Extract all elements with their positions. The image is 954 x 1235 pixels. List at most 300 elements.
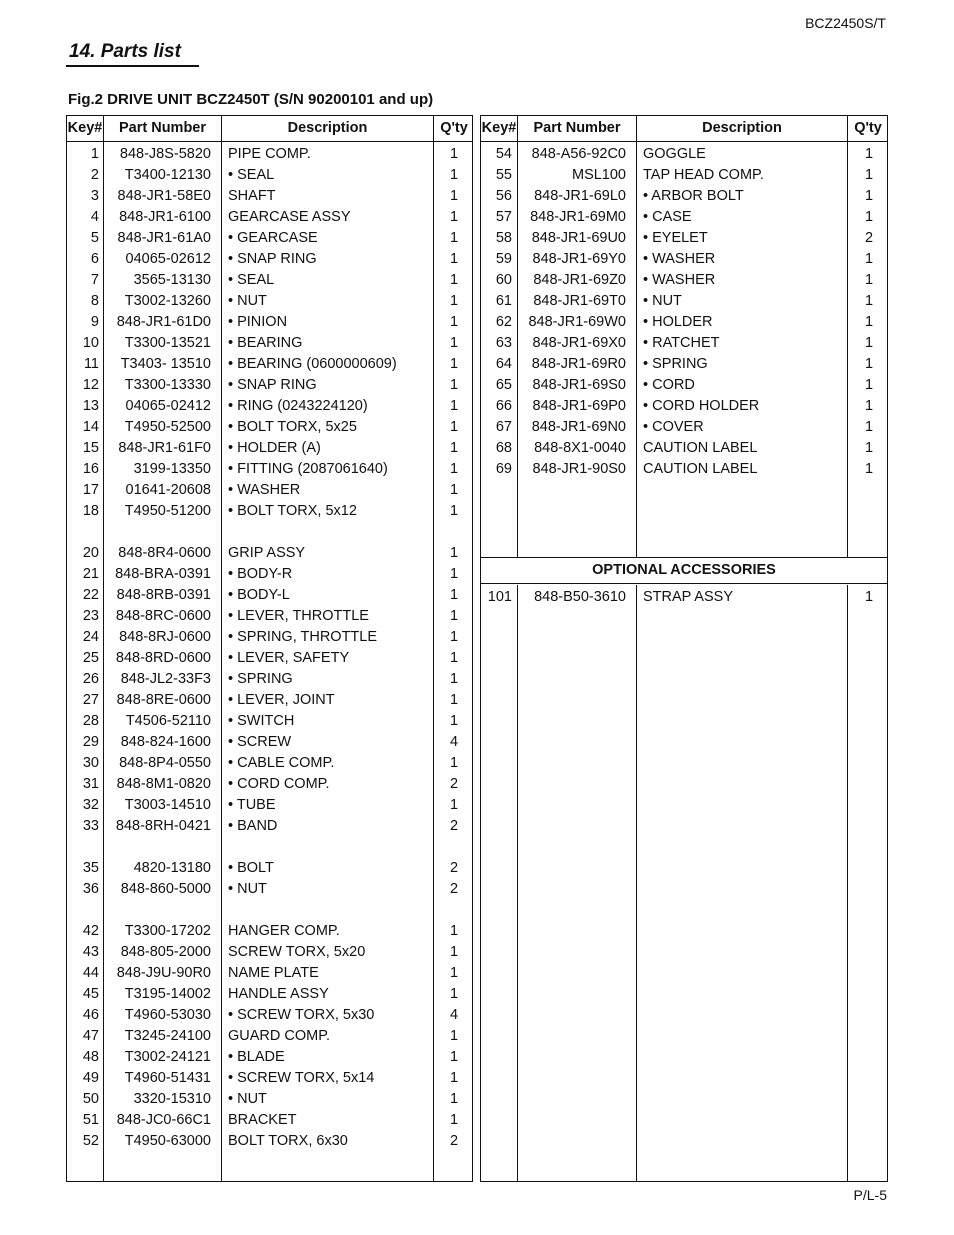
row-description: • WASHER: [643, 251, 716, 267]
row-qty: 1: [449, 398, 459, 414]
table-row: [67, 648, 472, 669]
row-part-number: 848-J8S-5820: [119, 146, 211, 162]
row-qty: 1: [449, 440, 459, 456]
row-part-number: 848-8RH-0421: [115, 818, 211, 834]
table-row: [481, 375, 887, 396]
row-qty: 1: [864, 398, 874, 414]
table-row: [67, 480, 472, 501]
table-row: [67, 606, 472, 627]
table-row: [67, 375, 472, 396]
row-key: 13: [82, 398, 99, 414]
row-part-number: T3002-13260: [124, 293, 211, 309]
table-row: [67, 816, 472, 837]
table-row: [481, 417, 887, 438]
row-description: • CABLE COMP.: [228, 755, 335, 771]
row-part-number: 848-8RD-0600: [115, 650, 211, 666]
table-row: [67, 1089, 472, 1110]
row-description: • BLADE: [228, 1049, 285, 1065]
row-key: 55: [495, 167, 512, 183]
row-qty: 1: [449, 986, 459, 1002]
row-key: 42: [82, 923, 99, 939]
row-key: 36: [82, 881, 99, 897]
row-description: • LEVER, SAFETY: [228, 650, 350, 666]
table-row: [67, 1131, 472, 1152]
row-key: 7: [90, 272, 99, 288]
row-qty: 1: [449, 293, 459, 309]
row-key: 56: [495, 188, 512, 204]
row-key: 31: [82, 776, 99, 792]
row-key: 52: [82, 1133, 99, 1149]
row-key: 10: [82, 335, 99, 351]
row-qty: 1: [864, 440, 874, 456]
page-number: P/L-5: [853, 1187, 887, 1203]
rows-optional: [481, 587, 887, 608]
table-row: [481, 270, 887, 291]
row-description: • SCREW TORX, 5x30: [228, 1007, 375, 1023]
row-qty: 1: [449, 188, 459, 204]
row-qty: 2: [449, 818, 459, 834]
row-qty: 1: [449, 1070, 459, 1086]
row-description: • EYELET: [643, 230, 708, 246]
row-qty: 1: [449, 377, 459, 393]
row-key: 69: [495, 461, 512, 477]
row-description: • BODY-L: [228, 587, 290, 603]
row-part-number: T3403- 13510: [120, 356, 211, 372]
table-row: [67, 417, 472, 438]
row-part-number: T4506-52110: [125, 713, 211, 729]
table-row: [67, 921, 472, 942]
section-title: 14. Parts list: [69, 41, 181, 62]
table-row: [67, 501, 472, 522]
table-row: [67, 270, 472, 291]
row-description: • FITTING (2087061640): [228, 461, 388, 477]
row-key: 8: [90, 293, 99, 309]
row-part-number: T4950-51200: [124, 503, 211, 519]
row-qty: 1: [449, 671, 459, 687]
row-description: • WASHER: [643, 272, 716, 288]
row-description: • CORD HOLDER: [643, 398, 760, 414]
row-key: 6: [90, 251, 99, 267]
row-key: 57: [495, 209, 512, 225]
row-key: 26: [82, 671, 99, 687]
row-key: 11: [83, 356, 99, 372]
row-part-number: T3300-13330: [124, 377, 211, 393]
row-qty: 1: [449, 923, 459, 939]
table-row: [481, 438, 887, 459]
row-key: 43: [82, 944, 99, 960]
row-part-number: T3003-14510: [124, 797, 211, 813]
row-description: • BAND: [228, 818, 278, 834]
row-key: 18: [82, 503, 99, 519]
row-key: 49: [82, 1070, 99, 1086]
row-description: CAUTION LABEL: [643, 440, 758, 456]
row-qty: 1: [449, 209, 459, 225]
row-description: • CORD COMP.: [228, 776, 330, 792]
row-description: • SNAP RING: [228, 251, 317, 267]
row-qty: 2: [864, 230, 874, 246]
row-description: • WASHER: [228, 482, 301, 498]
header-description: Description: [702, 120, 782, 136]
row-description: NAME PLATE: [228, 965, 319, 981]
row-qty: 1: [449, 692, 459, 708]
row-qty: 1: [864, 356, 874, 372]
row-key: 66: [495, 398, 512, 414]
row-description: • SEAL: [228, 272, 275, 288]
table-row: [481, 228, 887, 249]
row-part-number: 3320-15310: [133, 1091, 211, 1107]
row-key: 14: [82, 419, 99, 435]
row-description: • SWITCH: [228, 713, 295, 729]
table-row: [67, 837, 472, 858]
row-qty: 1: [864, 293, 874, 309]
row-key: 33: [82, 818, 99, 834]
table-row: [67, 165, 472, 186]
row-part-number: 848-JR1-69N0: [531, 419, 626, 435]
row-qty: 1: [864, 314, 874, 330]
table-row: [481, 396, 887, 417]
row-description: GUARD COMP.: [228, 1028, 331, 1044]
row-qty: 1: [449, 503, 459, 519]
row-part-number: 848-824-1600: [120, 734, 211, 750]
row-part-number: 848-8RE-0600: [116, 692, 211, 708]
table-row: [67, 732, 472, 753]
row-qty: 1: [449, 587, 459, 603]
row-part-number: 848-JR1-6100: [119, 209, 211, 225]
row-description: GOGGLE: [643, 146, 706, 162]
row-key: 54: [495, 146, 512, 162]
row-part-number: T3002-24121: [124, 1049, 211, 1065]
table-row: [67, 1110, 472, 1131]
row-key: 30: [82, 755, 99, 771]
row-description: • ARBOR BOLT: [643, 188, 744, 204]
table-row: [67, 291, 472, 312]
row-qty: 1: [449, 650, 459, 666]
row-description: • SPRING: [643, 356, 708, 372]
row-qty: 1: [449, 1112, 459, 1128]
row-key: 9: [90, 314, 99, 330]
row-qty: 1: [449, 1091, 459, 1107]
row-description: • LEVER, JOINT: [228, 692, 335, 708]
column-divider: [517, 585, 518, 1181]
row-description: • CORD: [643, 377, 695, 393]
row-qty: 1: [449, 1028, 459, 1044]
row-part-number: 01641-20608: [125, 482, 211, 498]
table-row: [67, 1047, 472, 1068]
row-description: BOLT TORX, 6x30: [228, 1133, 348, 1149]
row-part-number: T3300-13521: [124, 335, 211, 351]
row-key: 47: [82, 1028, 99, 1044]
row-qty: 1: [864, 335, 874, 351]
table-row: [67, 795, 472, 816]
row-part-number: 848-BRA-0391: [115, 566, 211, 582]
row-qty: 1: [449, 965, 459, 981]
header-description: Description: [287, 120, 368, 136]
row-key: 51: [82, 1112, 99, 1128]
row-qty: 1: [864, 188, 874, 204]
row-description: BRACKET: [228, 1112, 297, 1128]
table-row: [67, 1068, 472, 1089]
table-row: [67, 396, 472, 417]
row-part-number: T4960-51431: [124, 1070, 211, 1086]
header-part-number: Part Number: [118, 120, 207, 136]
table-row: [481, 333, 887, 354]
rows-left: [67, 144, 472, 1152]
row-part-number: 848-8R4-0600: [118, 545, 211, 561]
row-description: • HOLDER: [643, 314, 713, 330]
row-qty: 1: [864, 146, 874, 162]
table-row: [67, 711, 472, 732]
row-part-number: 848-A56-92C0: [531, 146, 626, 162]
row-key: 24: [82, 629, 99, 645]
header-key: Key#: [481, 120, 517, 136]
table-row: [67, 564, 472, 585]
table-row: [67, 207, 472, 228]
header-divider: [67, 141, 472, 142]
row-description: • RING (0243224120): [228, 398, 368, 414]
row-part-number: 848-JR1-69R0: [531, 356, 626, 372]
row-description: • COVER: [643, 419, 704, 435]
table-row: [67, 438, 472, 459]
row-description: • BEARING (0600000609): [228, 356, 397, 372]
table-row: [67, 312, 472, 333]
row-part-number: 848-JR1-69T0: [533, 293, 626, 309]
row-part-number: 848-JR1-69L0: [534, 188, 626, 204]
table-row: [481, 165, 887, 186]
row-qty: 1: [449, 272, 459, 288]
row-qty: 1: [864, 461, 874, 477]
row-key: 58: [495, 230, 512, 246]
row-qty: 2: [449, 860, 459, 876]
row-qty: 1: [449, 755, 459, 771]
row-part-number: T4950-52500: [124, 419, 211, 435]
row-description: HANGER COMP.: [228, 923, 340, 939]
table-row: [481, 459, 887, 480]
row-part-number: 848-JR1-69M0: [530, 209, 626, 225]
row-qty: 1: [449, 797, 459, 813]
table-row: [481, 354, 887, 375]
row-qty: 1: [449, 566, 459, 582]
row-part-number: 848-JR1-61D0: [116, 314, 211, 330]
row-qty: 1: [449, 713, 459, 729]
row-key: 46: [82, 1007, 99, 1023]
row-qty: 1: [449, 146, 459, 162]
row-description: • NUT: [228, 881, 267, 897]
row-description: • NUT: [643, 293, 682, 309]
row-key: 17: [82, 482, 99, 498]
row-description: • SCREW: [228, 734, 292, 750]
row-key: 16: [82, 461, 99, 477]
table-row: [481, 249, 887, 270]
table-row: [67, 942, 472, 963]
table-row: [481, 186, 887, 207]
row-key: 101: [487, 589, 512, 605]
row-part-number: 848-8RB-0391: [116, 587, 211, 603]
row-key: 65: [495, 377, 512, 393]
row-qty: 1: [449, 356, 459, 372]
table-row: [67, 753, 472, 774]
row-qty: 1: [864, 272, 874, 288]
row-key: 48: [82, 1049, 99, 1065]
row-qty: 1: [449, 419, 459, 435]
row-qty: 1: [449, 545, 459, 561]
row-part-number: 848-8RJ-0600: [119, 629, 211, 645]
row-key: 68: [495, 440, 512, 456]
row-description: • NUT: [228, 293, 267, 309]
row-qty: 1: [449, 167, 459, 183]
table-row: [67, 186, 472, 207]
row-part-number: 848-8X1-0040: [534, 440, 626, 456]
row-qty: 1: [864, 251, 874, 267]
row-part-number: T3300-17202: [124, 923, 211, 939]
row-description: • BEARING: [228, 335, 303, 351]
row-description: • BOLT TORX, 5x25: [228, 419, 357, 435]
table-row: [67, 900, 472, 921]
table-row: [67, 963, 472, 984]
row-key: 35: [82, 860, 99, 876]
row-part-number: 848-JR1-69W0: [528, 314, 626, 330]
row-qty: 1: [864, 209, 874, 225]
row-part-number: 848-JR1-69U0: [531, 230, 626, 246]
row-qty: 4: [449, 1007, 459, 1023]
table-row: [67, 228, 472, 249]
row-key: 60: [495, 272, 512, 288]
row-description: • HOLDER (A): [228, 440, 321, 456]
row-part-number: 848-JL2-33F3: [120, 671, 211, 687]
row-key: 64: [495, 356, 512, 372]
row-description: SCREW TORX, 5x20: [228, 944, 366, 960]
row-part-number: 848-JR1-69Y0: [532, 251, 626, 267]
row-part-number: 848-B50-3610: [534, 589, 626, 605]
row-key: 62: [495, 314, 512, 330]
row-qty: 1: [449, 461, 459, 477]
row-key: 63: [495, 335, 512, 351]
row-part-number: 4820-13180: [133, 860, 211, 876]
row-part-number: 848-J9U-90R0: [116, 965, 211, 981]
row-part-number: 848-JR1-90S0: [532, 461, 626, 477]
row-key: 15: [82, 440, 99, 456]
row-description: • LEVER, THROTTLE: [228, 608, 369, 624]
row-part-number: 848-JR1-69X0: [532, 335, 626, 351]
row-qty: 1: [864, 167, 874, 183]
row-key: 5: [90, 230, 99, 246]
row-part-number: 848-JR1-69P0: [532, 398, 626, 414]
table-row: [67, 144, 472, 165]
row-qty: 1: [449, 944, 459, 960]
table-row: [67, 984, 472, 1005]
optional-bottom-rule: [481, 583, 887, 584]
row-key: 3: [90, 188, 99, 204]
header-part-number: Part Number: [533, 120, 621, 136]
row-part-number: 848-JR1-69S0: [532, 377, 626, 393]
header-key: Key#: [67, 120, 103, 136]
column-divider: [636, 585, 637, 1181]
row-qty: 2: [449, 1133, 459, 1149]
row-part-number: 848-JR1-61A0: [117, 230, 211, 246]
row-description: • BOLT TORX, 5x12: [228, 503, 357, 519]
row-description: TAP HEAD COMP.: [643, 167, 764, 183]
row-part-number: T3195-14002: [124, 986, 211, 1002]
column-divider: [847, 585, 848, 1181]
row-key: 44: [82, 965, 99, 981]
row-part-number: MSL100: [571, 167, 626, 183]
row-qty: 1: [449, 482, 459, 498]
row-key: 22: [82, 587, 99, 603]
table-row: [67, 543, 472, 564]
row-qty: 1: [449, 335, 459, 351]
rows-right: [481, 144, 887, 480]
row-key: 20: [82, 545, 99, 561]
row-description: • RATCHET: [643, 335, 720, 351]
table-row: [67, 858, 472, 879]
header-qty: Q'ty: [440, 120, 468, 136]
row-part-number: 848-8RC-0600: [115, 608, 211, 624]
row-key: 45: [82, 986, 99, 1002]
row-key: 12: [82, 377, 99, 393]
row-description: GEARCASE ASSY: [228, 209, 351, 225]
row-part-number: 848-JR1-61F0: [118, 440, 211, 456]
row-part-number: 04065-02412: [125, 398, 211, 414]
row-description: • SPRING, THROTTLE: [228, 629, 378, 645]
table-row: [67, 354, 472, 375]
table-row: [481, 587, 887, 608]
row-qty: 1: [864, 377, 874, 393]
row-part-number: 848-JR1-58E0: [117, 188, 211, 204]
row-qty: 1: [864, 589, 874, 605]
table-row: [67, 249, 472, 270]
table-row: [67, 690, 472, 711]
header-qty: Q'ty: [854, 120, 882, 136]
row-part-number: 04065-02612: [125, 251, 211, 267]
row-description: • GEARCASE: [228, 230, 318, 246]
row-part-number: 848-JR1-69Z0: [533, 272, 626, 288]
header-divider: [481, 141, 887, 142]
row-description: CAUTION LABEL: [643, 461, 758, 477]
row-key: 61: [495, 293, 512, 309]
row-key: 67: [495, 419, 512, 435]
row-description: • BODY-R: [228, 566, 293, 582]
row-part-number: 3565-13130: [133, 272, 211, 288]
row-description: • CASE: [643, 209, 692, 225]
model-code: BCZ2450S/T: [805, 15, 886, 31]
table-row: [67, 333, 472, 354]
row-description: • SPRING: [228, 671, 293, 687]
row-description: • TUBE: [228, 797, 276, 813]
row-key: 2: [90, 167, 99, 183]
row-key: 25: [82, 650, 99, 666]
table-row: [67, 459, 472, 480]
row-key: 23: [82, 608, 99, 624]
row-key: 59: [495, 251, 512, 267]
table-row: [67, 585, 472, 606]
row-description: PIPE COMP.: [228, 146, 311, 162]
table-row: [67, 669, 472, 690]
row-part-number: T4960-53030: [124, 1007, 211, 1023]
row-part-number: 848-JC0-66C1: [116, 1112, 211, 1128]
row-part-number: 848-860-5000: [120, 881, 211, 897]
row-qty: 1: [449, 1049, 459, 1065]
row-part-number: T4950-63000: [124, 1133, 211, 1149]
table-row: [481, 144, 887, 165]
row-key: 32: [82, 797, 99, 813]
table-row: [67, 879, 472, 900]
row-key: 29: [82, 734, 99, 750]
row-part-number: 3199-13350: [133, 461, 211, 477]
row-qty: 2: [449, 881, 459, 897]
row-qty: 4: [449, 734, 459, 750]
section-title-underline: [66, 65, 199, 67]
row-description: • PINION: [228, 314, 288, 330]
optional-accessories-header: OPTIONAL ACCESSORIES: [592, 562, 776, 578]
